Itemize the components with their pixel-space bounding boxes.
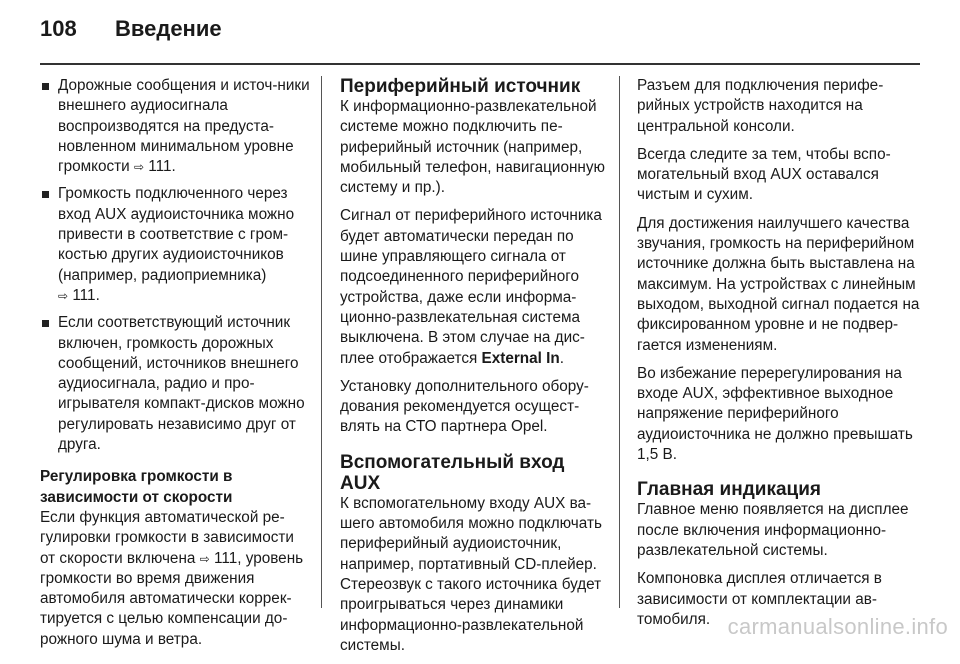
page-ref-arrow-icon: ⇨ — [199, 551, 210, 566]
section-heading: Главная индикация — [637, 479, 821, 501]
column-left — [40, 76, 310, 658]
paragraph: Всегда следите за тем, чтобы вспомогательный вход AUX оставался чистым и сухим. — [637, 145, 891, 204]
page-reference-link[interactable]: 111 — [72, 286, 96, 304]
paragraph: К вспомогательному входу AUX вашего автомобиля можно подключать периферийный аудиоисточник, например, портативный CD-плейер. Стереозвук с такого источника будет проигрываться через динамики информационно-развлекательной системы. — [340, 494, 602, 654]
bullet-item: Громкость подключенного через вход AUX аудиоисточника можно привести в соответствие с громкостью других аудиоисточников (например, радиоприемника) ⇨ 111. — [40, 184, 310, 306]
section-title: Введение — [115, 16, 222, 41]
subheading: Регулировка громкости в зависимости от скорости — [40, 468, 233, 506]
paragraph: Сигнал от периферийного источника будет автоматически передан по шине управляющего сигнала от подсоединенного периферийного устройства, даже если информационно-развлекательная система выключена. В этом случае на дисплее отображается External In. — [340, 207, 602, 367]
column-middle — [340, 76, 605, 664]
page-reference-link[interactable]: 111 — [213, 549, 238, 567]
page-header — [0, 0, 960, 60]
paragraph: К информационно-развлекательной системе можно подключить периферийный источник (например, мобильный телефон, навигационную систему и пр.). — [340, 98, 605, 197]
bullet-item: Если соответствующий источник включен, громкость дорожных сообщений, источников внешнего аудиосигнала, радио и проигрывателя компакт-дисков можно регулировать независимо друг от друга. — [40, 313, 310, 455]
paragraph: Для достижения наилучшего качества звучания, громкость на периферийном источнике должна быть выставлена на максимум. На устройствах с линейным выходом, выходной сигнал подается на фиксированном уровне и не подвергается изменениям. — [637, 214, 920, 354]
bullet-item: Дорожные сообщения и источ-ники внешнего аудиосигнала воспроизводятся на предустановленном минимальном уровне громкости ⇨ 111. — [40, 76, 310, 177]
column-right — [637, 76, 920, 638]
column-divider — [321, 76, 322, 608]
section-heading: Вспомогательный вход AUX — [340, 451, 565, 494]
bullet-square-icon — [42, 320, 49, 327]
bullet-square-icon — [42, 83, 49, 90]
section-heading: Периферийный источник — [340, 76, 581, 97]
page-ref-arrow-icon: ⇨ — [58, 288, 69, 303]
paragraph: Если функция автоматической регулировки громкости в зависимости от скорости включена ⇨ 111, уровень громкости во время движения автомобиля автоматически корректируется с целью компенсации дорожного шума и ветра. — [40, 508, 304, 648]
paragraph: Главное меню появляется на дисплее после включения информационно-развлекательной системы. — [637, 501, 909, 559]
page-number: 108 — [40, 16, 77, 41]
display-message: External In — [481, 349, 560, 367]
header-divider — [40, 63, 920, 65]
page-reference-link[interactable]: 111 — [148, 158, 172, 176]
column-divider — [619, 76, 620, 608]
paragraph: Во избежание перерегулирования на входе AUX, эффективное выходное напряжение периферийного аудиоисточника не должно превышать 1,5 В. — [637, 364, 913, 464]
paragraph: Разъем для подключения периферийных устройств находится на центральной консоли. — [637, 77, 884, 135]
page-ref-arrow-icon: ⇨ — [133, 160, 144, 175]
watermark: carmanualsonline.info — [727, 614, 948, 639]
paragraph: Компоновка дисплея отличается в зависимости от комплектации автомобиля. — [637, 570, 882, 628]
paragraph: Установку дополнительного оборудования рекомендуется осуществлять на СТО партнера Opel. — [340, 377, 589, 436]
bullet-square-icon — [42, 191, 49, 198]
